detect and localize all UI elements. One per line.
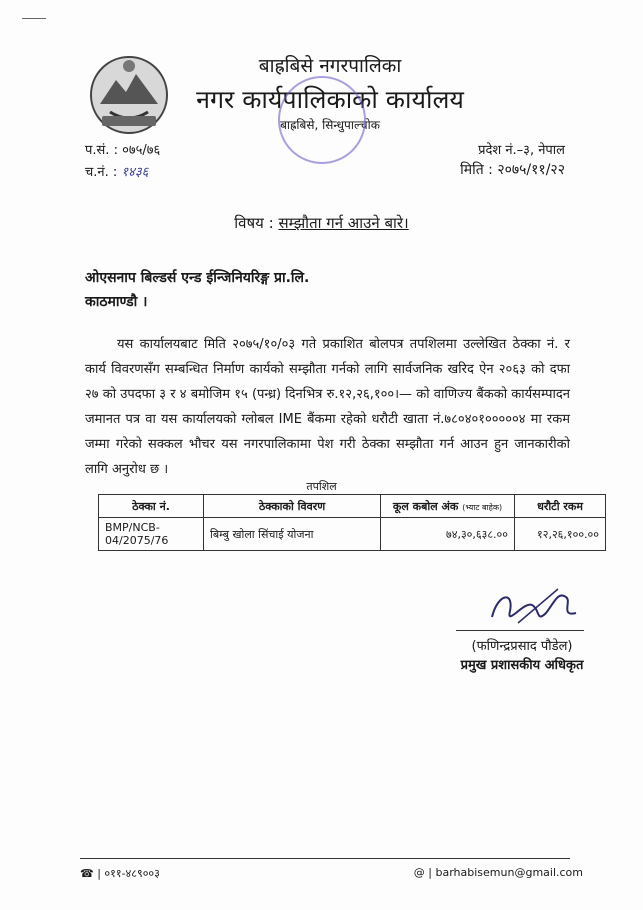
- letter-body: यस कार्यालयबाट मिति २०७५/१०/०३ गते प्रकाशित बोलपत्र तपशिलमा उल्लेखित ठेक्का नं. र कार्य विवरणसँग सम्बन्धित निर्माण कार्यको सम्झौता गर्नको लागि सार्वजनिक खरिद ऐन २०६३ को दफा २७ को उपदफा ३ र ४ बमोजिम १५ (पन्ध्र) दिनभित्र रु.१२,२६,१००।— को वाणिज्य बैंकको कार्यसम्पादन जमानत पत्र वा यस कार्यालयको ग्लोबल IME बैंकमा रहेको धरौटी खाता नं.७८०४०१०००००४ मा रकम जम्मा गरेको सक्कल भौचर यस नगरपालिकामा पेश गरी ठेक्का सम्झौता गर्न आउन हुन जानकारीको लागि अनुरोध छ ।: [85, 337, 570, 477]
- addressee-city: काठमाण्डौ ।: [85, 294, 148, 310]
- letter-subject: [0, 213, 643, 233]
- chalani-value: १४३६: [121, 165, 149, 180]
- chalani-number: [85, 162, 148, 180]
- signature-line: [456, 630, 584, 631]
- date-value: २०७५/११/२२: [497, 162, 565, 178]
- patra-label: प.सं. :: [85, 143, 118, 158]
- municipality-name: बाह्रबिसे नगरपालिका: [258, 55, 402, 77]
- footer-email: @ | barhabisemun@gmail.com: [413, 866, 583, 879]
- signatory-name: (फणिन्द्रप्रसाद पौडेल): [471, 639, 573, 654]
- table-header-row: [99, 495, 606, 518]
- cell-total-bid: ७४,३०,६३८.००: [381, 518, 515, 551]
- details-table: [98, 494, 606, 551]
- scan-mark: [22, 18, 46, 19]
- cell-description: बिम्बु खोला सिंचाई योजना: [204, 518, 381, 551]
- table-caption: तपशिल: [306, 480, 337, 493]
- addressee-name: ओएसनाप बिल्डर्स एन्ड ईन्जिनियरिङ्ग प्रा.लि.: [85, 270, 310, 286]
- chalani-label: च.नं. :: [85, 165, 118, 180]
- cell-contract-no: BMP/NCB-04/2075/76: [99, 518, 204, 551]
- table-row: [99, 518, 606, 551]
- header-total-bid: [381, 495, 515, 518]
- handwritten-signature: [488, 583, 580, 633]
- header-contract-no: ठेक्का नं.: [99, 495, 204, 518]
- footer-divider: [80, 858, 570, 859]
- office-seal-stamp: [278, 76, 366, 164]
- province-line: प्रदेश नं.–३, नेपाल: [478, 143, 565, 158]
- subject-label: विषय :: [234, 214, 274, 232]
- patra-value: ०७५/७६: [122, 143, 161, 158]
- date-label: मिति :: [460, 162, 493, 178]
- footer-phone: ☎ | ०११-४८९००३: [80, 867, 160, 880]
- header-total-bid-label: कूल कबोल अंक: [392, 499, 459, 513]
- signatory-title: प्रमुख प्रशासकीय अधिकृत: [460, 658, 584, 673]
- cell-deposit: १२,२६,१००.००: [515, 518, 606, 551]
- office-name: नगर कार्यपालिकाको कार्यालय: [196, 85, 464, 114]
- patra-sankhya: [85, 140, 160, 158]
- office-address: बाह्रबिसे, सिन्धुपाल्चोक: [280, 118, 380, 132]
- nepal-emblem-icon: [88, 52, 170, 138]
- header-total-bid-note: (भ्याट बाहेक): [462, 502, 503, 512]
- header-deposit: धरौटी रकम: [515, 495, 606, 518]
- date-line: [460, 160, 565, 179]
- subject-text: सम्झौता गर्न आउने बारे।: [278, 214, 409, 232]
- header-description: ठेक्काको विवरण: [204, 495, 381, 518]
